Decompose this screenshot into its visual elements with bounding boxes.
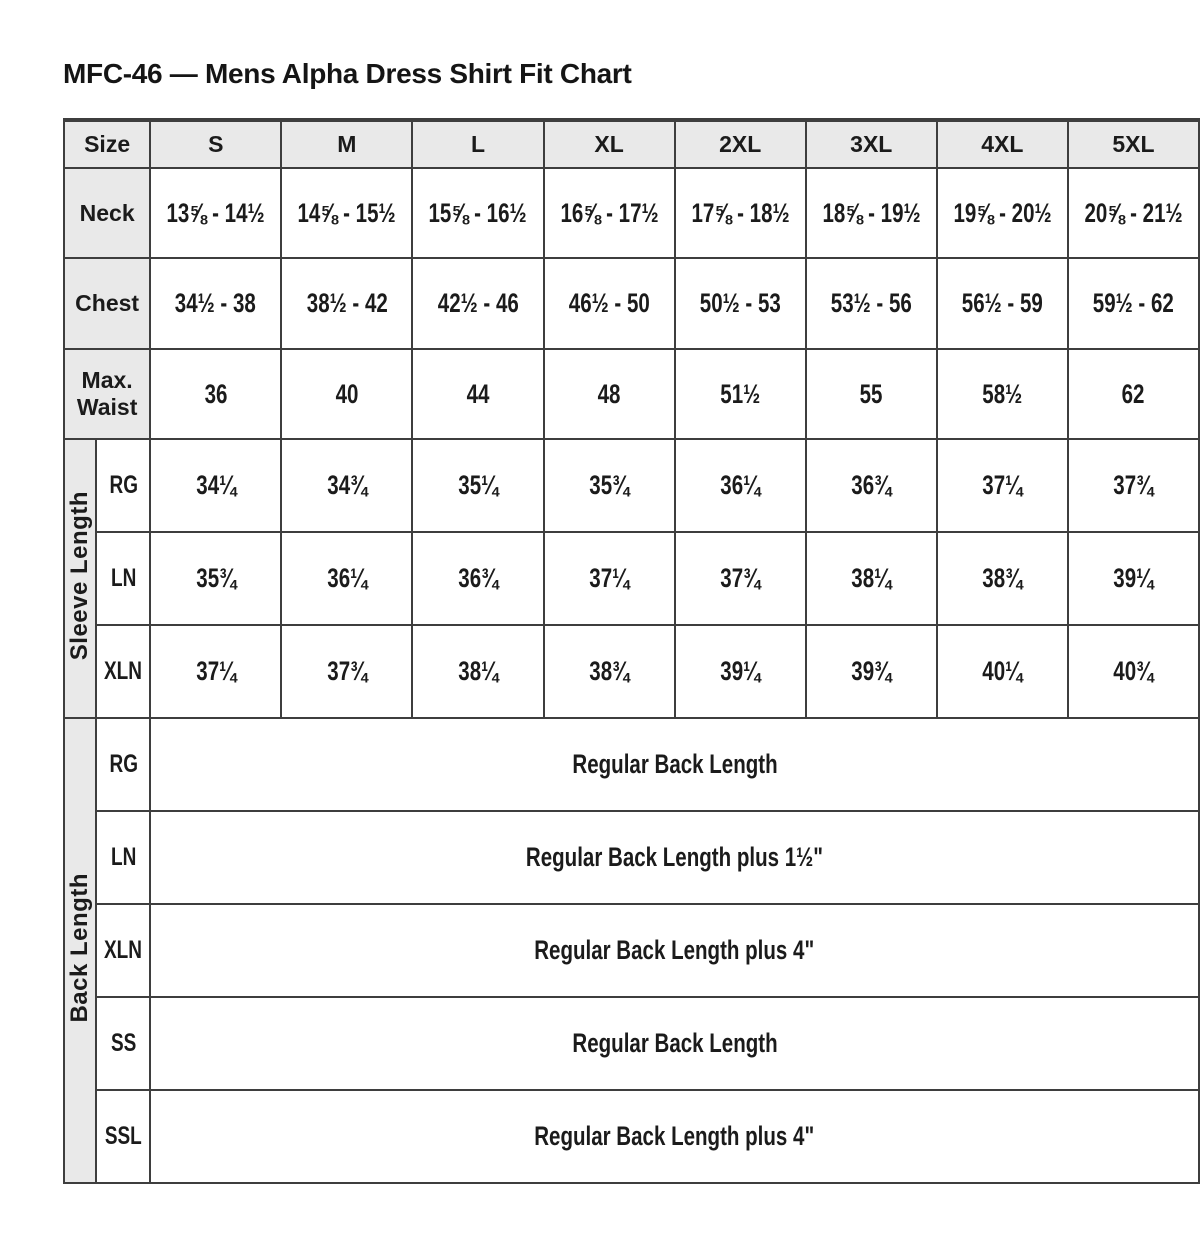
col-header-3xl: 3XL	[806, 120, 937, 168]
back-length-section-label: Back Length	[64, 718, 96, 1183]
max-waist-value-cell: 40	[281, 349, 412, 439]
chest-value-cell: 56½ - 59	[937, 258, 1068, 349]
sleeve-xln-row	[64, 625, 1199, 718]
sleeve-xln-value-cell: 38¼	[412, 625, 543, 718]
back-xln-code: XLN	[96, 904, 150, 997]
max-waist-value-cell: 36	[150, 349, 281, 439]
chest-value-cell: 53½ - 56	[806, 258, 937, 349]
sleeve-xln-value-cell: 39¼	[675, 625, 806, 718]
sleeve-ln-row	[64, 532, 1199, 625]
back-ln-row	[64, 811, 1199, 904]
header-row	[64, 120, 1199, 168]
col-header-xl: XL	[544, 120, 675, 168]
sleeve-xln-value-cell: 37¼	[150, 625, 281, 718]
back-ssl-row	[64, 1090, 1199, 1183]
sleeve-length-section-label: Sleeve Length	[64, 439, 96, 718]
sleeve-ln-value-cell: 35¾	[150, 532, 281, 625]
max-waist-value-cell: 44	[412, 349, 543, 439]
sleeve-rg-value-cell: 37¼	[937, 439, 1068, 532]
chest-value-cell: 42½ - 46	[412, 258, 543, 349]
neck-row	[64, 168, 1199, 258]
sleeve-ln-code: LN	[96, 532, 150, 625]
neck-value-cell: 18⅝ - 19½	[806, 168, 937, 258]
neck-value-cell: 20⅝ - 21½	[1068, 168, 1199, 258]
sleeve-xln-value-cell: 38¾	[544, 625, 675, 718]
back-ssl-code: SSL	[96, 1090, 150, 1183]
sleeve-rg-row	[64, 439, 1199, 532]
back-ssl-description: Regular Back Length plus 4"	[150, 1090, 1199, 1183]
back-ss-description: Regular Back Length	[150, 997, 1199, 1090]
back-xln-description: Regular Back Length plus 4"	[150, 904, 1199, 997]
col-header-m: M	[281, 120, 412, 168]
neck-value-cell: 17⅝ - 18½	[675, 168, 806, 258]
neck-value-cell: 14⅝ - 15½	[281, 168, 412, 258]
sleeve-ln-value-cell: 37¾	[675, 532, 806, 625]
back-ss-row	[64, 997, 1199, 1090]
chest-value-cell: 34½ - 38	[150, 258, 281, 349]
sleeve-xln-code: XLN	[96, 625, 150, 718]
fit-chart-table	[63, 118, 1200, 1184]
chest-value-cell: 59½ - 62	[1068, 258, 1199, 349]
max-waist-value-cell: 51½	[675, 349, 806, 439]
col-header-5xl: 5XL	[1068, 120, 1199, 168]
back-rg-code: RG	[96, 718, 150, 811]
chest-value-cell: 38½ - 42	[281, 258, 412, 349]
col-header-4xl: 4XL	[937, 120, 1068, 168]
sleeve-rg-value-cell: 37¾	[1068, 439, 1199, 532]
sleeve-xln-value-cell: 40¾	[1068, 625, 1199, 718]
neck-value-cell: 13⅝ - 14½	[150, 168, 281, 258]
neck-value-cell: 19⅝ - 20½	[937, 168, 1068, 258]
sleeve-rg-value-cell: 34¾	[281, 439, 412, 532]
col-header-l: L	[412, 120, 543, 168]
sleeve-rg-value-cell: 35¾	[544, 439, 675, 532]
sleeve-xln-value-cell: 40¼	[937, 625, 1068, 718]
neck-value-cell: 16⅝ - 17½	[544, 168, 675, 258]
size-header-cell: Size	[64, 120, 150, 168]
neck-row-label: Neck	[64, 168, 150, 258]
sleeve-rg-value-cell: 36¼	[675, 439, 806, 532]
max-waist-value-cell: 55	[806, 349, 937, 439]
back-ln-code: LN	[96, 811, 150, 904]
back-ss-code: SS	[96, 997, 150, 1090]
sleeve-ln-value-cell: 38¼	[806, 532, 937, 625]
sleeve-ln-value-cell: 38¾	[937, 532, 1068, 625]
back-rg-description: Regular Back Length	[150, 718, 1199, 811]
sleeve-xln-value-cell: 39¾	[806, 625, 937, 718]
max-waist-value-cell: 58½	[937, 349, 1068, 439]
chest-value-cell: 50½ - 53	[675, 258, 806, 349]
back-ln-description: Regular Back Length plus 1½"	[150, 811, 1199, 904]
back-rg-row	[64, 718, 1199, 811]
col-header-2xl: 2XL	[675, 120, 806, 168]
sleeve-ln-value-cell: 36¼	[281, 532, 412, 625]
max-waist-row-label: Max. Waist	[64, 349, 150, 439]
sleeve-rg-value-cell: 35¼	[412, 439, 543, 532]
sleeve-ln-value-cell: 36¾	[412, 532, 543, 625]
max-waist-value-cell: 48	[544, 349, 675, 439]
chest-row	[64, 258, 1199, 349]
max-waist-row	[64, 349, 1199, 439]
col-header-s: S	[150, 120, 281, 168]
max-waist-value-cell: 62	[1068, 349, 1199, 439]
sleeve-rg-code: RG	[96, 439, 150, 532]
sleeve-ln-value-cell: 37¼	[544, 532, 675, 625]
back-xln-row	[64, 904, 1199, 997]
sleeve-rg-value-cell: 34¼	[150, 439, 281, 532]
page-title: MFC-46 — Mens Alpha Dress Shirt Fit Chart	[63, 58, 632, 89]
neck-value-cell: 15⅝ - 16½	[412, 168, 543, 258]
sleeve-rg-value-cell: 36¾	[806, 439, 937, 532]
chest-row-label: Chest	[64, 258, 150, 349]
sleeve-ln-value-cell: 39¼	[1068, 532, 1199, 625]
sleeve-xln-value-cell: 37¾	[281, 625, 412, 718]
chest-value-cell: 46½ - 50	[544, 258, 675, 349]
